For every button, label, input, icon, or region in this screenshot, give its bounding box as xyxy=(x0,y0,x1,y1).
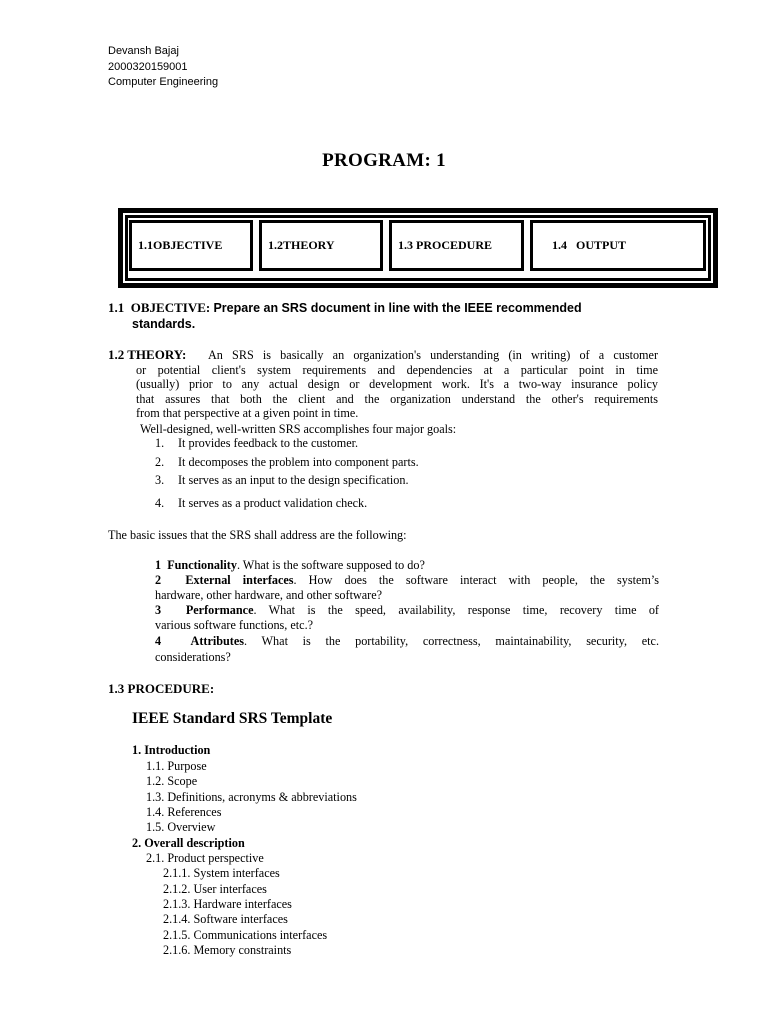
issue-description: . What is the software supposed to do? xyxy=(236,558,425,572)
outline-item: 1.2. Scope xyxy=(146,774,198,788)
nav-procedure-link[interactable]: 1.3 PROCEDURE xyxy=(389,220,524,271)
outline-item: 1.4. References xyxy=(146,805,222,819)
issue-number: 1 xyxy=(155,558,162,572)
goals-intro: Well-designed, well-written SRS accomplishes four major goals: xyxy=(140,422,457,436)
page-title: PROGRAM: 1 xyxy=(322,150,446,171)
department: Computer Engineering xyxy=(108,76,219,88)
issue-number: 2 xyxy=(155,573,162,587)
issue-term: Functionality xyxy=(167,558,237,572)
outline-item: 2.1.1. System interfaces xyxy=(163,866,280,880)
theory-line-3: (usually) prior to any actual design or development work. It's a two-way insurance policy xyxy=(136,377,658,391)
issue-description: . What is the portability, correctness, maintainability, security, etc. xyxy=(244,634,659,648)
issue-term: Attributes xyxy=(190,634,245,648)
objective-text-line2: standards. xyxy=(132,317,196,331)
issue-description: . How does the software interact with people, the system’s xyxy=(293,573,660,587)
nav-objective-link[interactable]: 1.1OBJECTIVE xyxy=(129,220,253,271)
issue-external-interfaces xyxy=(155,573,659,588)
outline-item: 2.1.3. Hardware interfaces xyxy=(163,897,292,911)
issue-number: 4 xyxy=(155,634,162,648)
outline-item: 2.1.2. User interfaces xyxy=(163,882,267,896)
nav-output-link[interactable]: 1.4 OUTPUT xyxy=(530,220,706,271)
theory-line-5: from that perspective at a given point in time. xyxy=(136,406,359,420)
theory-line-4: that assures that both the client and the organization understand the other's requirements xyxy=(136,392,658,406)
outline-item: 1.1. Purpose xyxy=(146,759,207,773)
issue-number: 3 xyxy=(155,603,162,617)
procedure-heading: 1.3 PROCEDURE: xyxy=(108,681,215,696)
objective-heading xyxy=(108,300,582,316)
objective-number: 1.1 xyxy=(108,300,125,315)
outline-item: 2.1. Product perspective xyxy=(146,851,264,865)
outline-section: 2. Overall description xyxy=(132,836,245,850)
issues-intro: The basic issues that the SRS shall address are the following: xyxy=(108,528,407,542)
issue-functionality xyxy=(155,558,659,573)
issue-description-cont: hardware, other hardware, and other software? xyxy=(155,588,383,602)
objective-text-line1: Prepare an SRS document in line with the IEEE recommended xyxy=(213,301,582,315)
outline-item: 1.3. Definitions, acronyms & abbreviations xyxy=(146,790,357,804)
theory-line-2: or potential client's system requirements and dependencies at a particular point in time xyxy=(136,363,658,377)
theory-heading: 1.2 THEORY: xyxy=(108,347,187,362)
outline-item: 1.5. Overview xyxy=(146,820,216,834)
outline-item: 2.1.6. Memory constraints xyxy=(163,943,292,957)
goal-text: It serves as a product validation check. xyxy=(178,496,368,510)
theory-line-1: An SRS is basically an organization's understanding (in writing) of a customer xyxy=(208,348,658,362)
nav-theory-link[interactable]: 1.2THEORY xyxy=(259,220,383,271)
goal-number: 2. xyxy=(155,455,165,469)
goal-text: It provides feedback to the customer. xyxy=(178,436,359,450)
goal-text: It decomposes the problem into component parts. xyxy=(178,455,419,469)
outline-section: 1. Introduction xyxy=(132,743,211,757)
objective-label: OBJECTIVE: xyxy=(130,300,211,315)
issue-attributes xyxy=(155,634,659,649)
goal-number: 1. xyxy=(155,436,165,450)
issue-description: . What is the speed, availability, response time, recovery time of xyxy=(253,603,659,617)
issue-term: Performance xyxy=(185,603,254,617)
template-title: IEEE Standard SRS Template xyxy=(132,710,333,727)
goal-text: It serves as an input to the design specification. xyxy=(178,473,409,487)
outline-item: 2.1.4. Software interfaces xyxy=(163,912,288,926)
goal-number: 4. xyxy=(155,496,165,510)
issue-description-cont: various software functions, etc.? xyxy=(155,618,314,632)
issue-performance xyxy=(155,603,659,618)
roll-number: 2000320159001 xyxy=(108,61,188,73)
issue-description-cont: considerations? xyxy=(155,650,231,664)
issue-term: External interfaces xyxy=(185,573,294,587)
author-name: Devansh Bajaj xyxy=(108,45,179,57)
outline-item: 2.1.5. Communications interfaces xyxy=(163,928,328,942)
goal-number: 3. xyxy=(155,473,165,487)
